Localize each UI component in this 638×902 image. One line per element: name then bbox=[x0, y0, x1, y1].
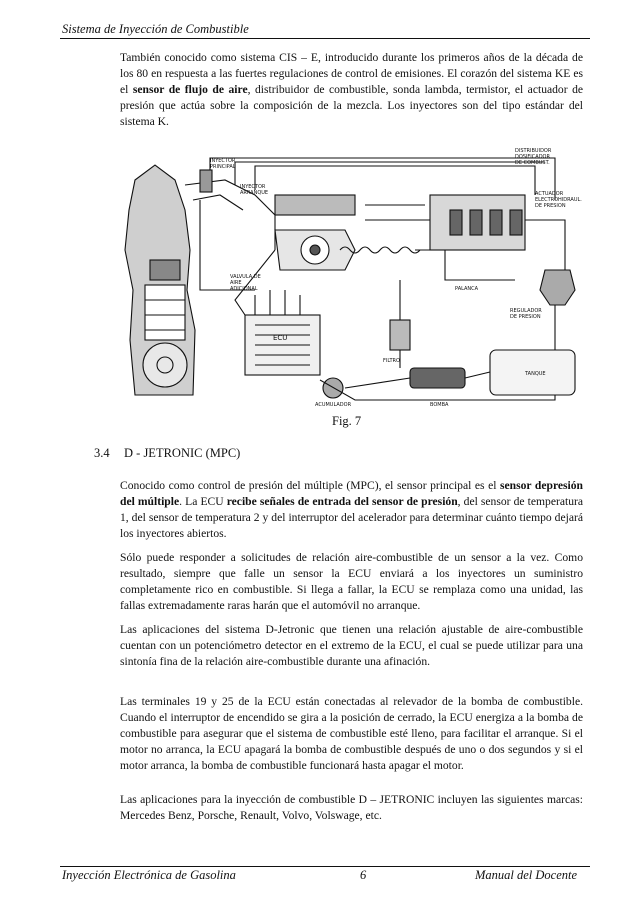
svg-text:DE PRESION bbox=[535, 203, 566, 209]
label-pressure-reg-1: REGULADOR bbox=[510, 308, 542, 314]
p1-bold-2: recibe señales de entrada del sensor de presión bbox=[226, 495, 458, 508]
header-rule bbox=[60, 38, 590, 39]
ke-jetronic-diagram bbox=[115, 140, 585, 412]
svg-text:PRINCIPAL bbox=[210, 164, 236, 170]
paragraph-applications: Las aplicaciones para la inyección de combustible D – JETRONIC incluyen las siguientes marcas: Mercedes Benz, Porsche, Renault, Volvo, Volswage, etc. bbox=[120, 793, 583, 822]
figure-caption: Fig. 7 bbox=[332, 414, 362, 428]
section-number: 3.4 bbox=[94, 446, 110, 460]
p1-text-2: . La ECU bbox=[179, 495, 227, 508]
label-tank: TANQUE bbox=[525, 371, 546, 377]
label-injector-cold-1: INYECTOR bbox=[240, 184, 266, 190]
svg-text:ADICIONAL bbox=[230, 286, 258, 292]
paragraph-single-sensor: Sólo puede responder a solicitudes de relación aire-combustible de un sensor a la vez. Como resultado, siempre que falle un sensor la ECU enviará a los inyectores un suministro completamente rico en combustible. Si llega a fallar, la ECU se remplaza como una unidad, las fallas extremadamente raras harán que el automóvil no arranque. bbox=[120, 551, 583, 612]
label-pump: BOMBA bbox=[430, 402, 449, 408]
svg-text:ARRANQUE bbox=[240, 190, 268, 196]
footer-left: Inyección Electrónica de Gasolina bbox=[62, 868, 236, 882]
label-accumulator: ACUMULADOR bbox=[315, 402, 352, 408]
p1-text-3: , del sensor de temperatura 1, del sensor de temperatura 2 y del interruptor del acelerador para determinar cuánto tiempo dejará los inyectores abiertos. bbox=[120, 495, 583, 540]
intro-paragraph bbox=[120, 50, 583, 130]
label-distributor-1: DISTRIBUIDOR bbox=[515, 148, 552, 154]
label-air-valve-2: AIRE bbox=[230, 280, 242, 286]
running-header: Sistema de Inyección de Combustible bbox=[62, 22, 249, 36]
paragraph-terminals: Las terminales 19 y 25 de la ECU están conectadas al relevador de la bomba de combustible. Cuando el interruptor de encendido se gira a la posición de cerrado, la ECU energiza a la bomba de combustible para asegurar que el sistema de combustible esté lleno, para facilitar el arranque. Si el motor no arranca, la ECU apagará la bomba de combustible después de uno o dos segundos y si el motor arranca, la bomba de combustible funcionará hasta apagar el motor. bbox=[120, 695, 583, 772]
label-pressure-reg-2: DE PRESION bbox=[510, 314, 541, 320]
page-number: 6 bbox=[360, 868, 367, 882]
paragraph-adjustable: Las aplicaciones del sistema D-Jetronic que tienen una relación ajustable de aire-combustible cuentan con un potenciómetro detector en el extremo de la ECU, el cual se puede utilizar para una sintonía fina de la relación aire-combustible durante una afinación. bbox=[120, 623, 583, 668]
intro-text-2: , distribuidor de combustible, sonda lambda, termistor, el actuador de presión que actúa sobre la composición de la mezcla. Los inyectores son del tipo estándar del sistema K. bbox=[120, 83, 584, 128]
footer-right: Manual del Docente bbox=[475, 868, 578, 882]
label-injector-main-2: PRINCIPAL bbox=[210, 164, 236, 170]
label-actuator-2: ELECTROHIDRAUL. bbox=[535, 197, 582, 203]
label-distributor-3: DE COMBUST. bbox=[515, 160, 550, 166]
paragraph-mpc bbox=[120, 478, 583, 542]
label-ecu: ECU bbox=[273, 334, 288, 342]
label-actuator-3: DE PRESION bbox=[535, 203, 566, 209]
intro-text-1: También conocido como sistema CIS – E, introducido durante los primeros años de la década de los 80 en respuesta a las fuertes regulaciones de control de emisiones. El corazón del sistema KE es el bbox=[120, 51, 583, 96]
footer-rule bbox=[60, 866, 590, 867]
label-filter: FILTRO bbox=[383, 358, 400, 364]
p1-bold-1: sensor depresión del múltiple bbox=[120, 479, 583, 508]
p1-text-1: Conocido como control de presión del múltiple (MPC), el sensor principal es el bbox=[120, 479, 500, 492]
label-lever: PALANCA bbox=[455, 286, 479, 292]
label-air-valve-1: VALVULA DE bbox=[230, 274, 261, 280]
label-distributor-2: DOSIFICADOR bbox=[515, 154, 550, 160]
label-actuator-1: ACTUADOR bbox=[535, 191, 564, 197]
label-air-valve-3: ADICIONAL bbox=[230, 286, 258, 292]
svg-text:DE COMBUST. bbox=[515, 160, 550, 166]
intro-bold-1: sensor de flujo de aire bbox=[132, 83, 248, 96]
label-injector-cold-2: ARRANQUE bbox=[240, 190, 269, 196]
svg-text:DE PRESION bbox=[510, 314, 541, 320]
label-injector-main-1: INYECTOR bbox=[210, 158, 236, 164]
section-title: D - JETRONIC (MPC) bbox=[124, 446, 241, 460]
